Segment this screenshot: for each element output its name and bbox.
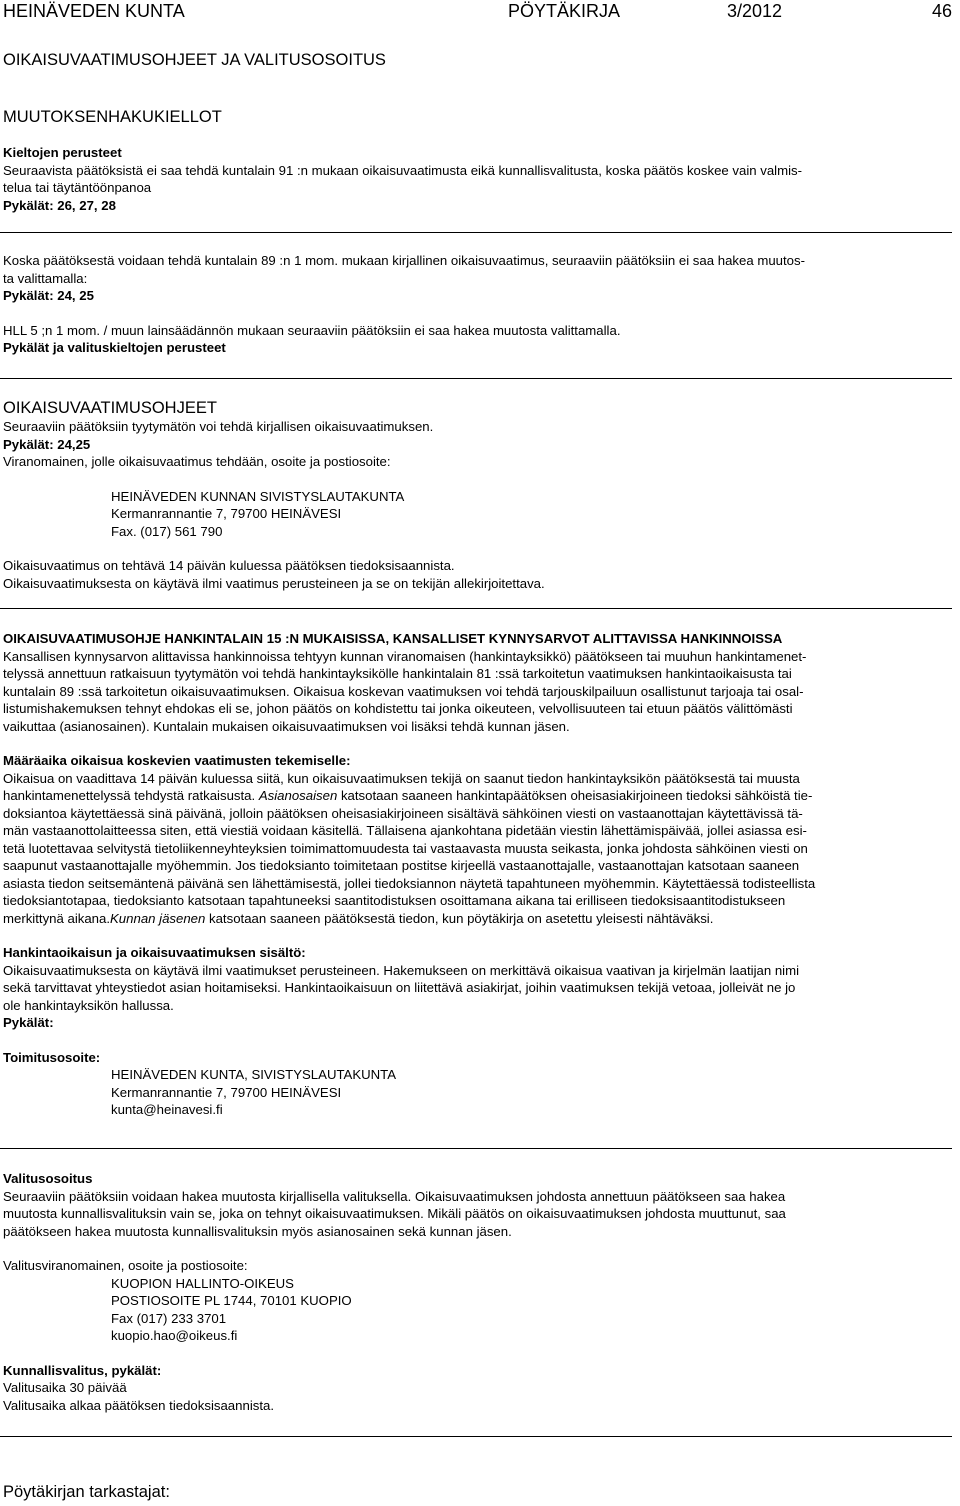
appeal-start: Valitusaika alkaa päätöksen tiedoksisaannista.	[3, 1397, 274, 1413]
delivery-name: HEINÄVEDEN KUNTA, SIVISTYSLAUTAKUNTA	[111, 1067, 397, 1082]
correction-only-sections: Pykälät: 24, 25	[3, 288, 94, 303]
appeal-authority-label: Valitusviranomainen, osoite ja postiosoite:	[3, 1258, 248, 1273]
hll-text: HLL 5 ;n 1 mom. / muun lainsäädännön mukaan seuraaviin päätöksiin ei saa hakea muutosta valittamalla.	[3, 322, 621, 338]
appeal-line: päätökseen hakea muutosta kunnallisvalituksin myös asianosainen sekä kunnan jäsen.	[3, 1223, 512, 1239]
content-line: Oikaisuvaatimuksesta on käytävä ilmi vaatimukset perusteineen. Hakemukseen on merkittävä oikaisua vaativan ja kirjelmän laatijan nimi	[3, 962, 800, 978]
procurement-section	[3, 630, 958, 1119]
correction-only-text-1: Koska päätöksestä voidaan tehdä kuntalain 89 :n 1 mom. mukaan kirjallinen oikaisuvaatimus, seuraaviin päätöksiin ei saa hakea muutos-	[3, 253, 805, 268]
procurement-line: listumishakemuksen tehnyt ehdokas eli se, johon päätös on kohdistettu tai jonka oikeuteen, velvollisuuteen tai etuun päätös välittömästi	[3, 701, 793, 716]
court-name: KUOPION HALLINTO-OIKEUS	[111, 1275, 294, 1291]
procurement-heading: OIKAISUVAATIMUSOHJE HANKINTALAIN 15 :N MUKAISISSA, KANSALLISET KYNNYSARVOT ALITTAVISSA HANKINNOISSA	[3, 631, 783, 646]
divider	[0, 378, 952, 379]
document-type: PÖYTÄKIRJA	[508, 1, 621, 21]
ban-grounds-sections: Pykälät: 26, 27, 28	[3, 197, 116, 213]
deadline-line	[3, 910, 958, 928]
correction-only-section	[3, 252, 958, 357]
ban-grounds-heading: Kieltojen perusteet	[3, 145, 122, 160]
delivery-street: Kermanrannantie 7, 79700 HEINÄVESI	[111, 1084, 342, 1100]
deadline-heading: Määräaika oikaisua koskevien vaatimusten tekemiselle:	[3, 753, 351, 768]
ban-grounds-text-1: Seuraavista päätöksistä ei saa tehdä kuntalain 91 :n mukaan oikaisuvaatimusta eikä kunnallisvalitusta, koska päätös koskee vain valmis-	[3, 162, 803, 178]
content-line: ole hankintayksikön hallussa.	[3, 997, 174, 1013]
procurement-line: telyssä annettuun ratkaisuun tyytymätön voi tehdä hankintayksikölle hankintalain 81 :ssä tarkoitetun vaatimuksen hankintaoikaisusta tai	[3, 666, 792, 681]
appeal-heading: Valitusosoitus	[3, 1171, 93, 1186]
court-fax: Fax (017) 233 3701	[111, 1310, 227, 1326]
deadline-line: saapunut vastaanottajalle myöhemmin. Jos tiedoksianto toimitetaan postitse kirjeellä vastaanottajalle, vastaanottajan katsotaan saaneen	[3, 858, 800, 873]
correction-only-text-2: ta valittamalla:	[3, 270, 88, 286]
divider	[0, 1148, 952, 1149]
signature-text: Oikaisuvaatimuksesta on käytävä ilmi vaatimus perusteineen ja se on tekijän allekirjoitettava.	[3, 575, 545, 591]
deadline-text: Oikaisuvaatimus on tehtävä 14 päivän kuluessa päätöksen tiedoksisaannista.	[3, 558, 455, 573]
municipality-name: HEINÄVEDEN KUNTA	[3, 1, 185, 21]
correction-instructions-section	[3, 398, 958, 592]
correction-instructions-heading: OIKAISUVAATIMUSOHJEET	[3, 399, 217, 417]
divider	[0, 1436, 952, 1437]
appeal-ban-grounds: Pykälät ja valituskieltojen perusteet	[3, 340, 226, 355]
deadline-line: tetä luotettavaa selvitystä tietoliikenneyhteyksien toimimattomuudesta tai vastaavasta muusta seikasta, jonka johdosta sähköinen viesti on	[3, 840, 808, 856]
deadline-line: tiedoksiantotapaa, tiedoksianto katsotaan tapahtuneeksi saantitodistuksen osoittamana aikana tai erilliseen tiedoksisaantitodistukseen	[3, 893, 786, 908]
deadline-line: Oikaisua on vaadittava 14 päivän kuluessa siitä, kun oikaisuvaatimuksen tekijä on saanut tiedon hankintayksikön päätöksestä tai muusta	[3, 770, 800, 786]
content-heading: Hankintaoikaisun ja oikaisuvaatimuksen sisältö:	[3, 945, 306, 960]
correction-instructions-text: Seuraaviin päätöksiin tyytymätön voi tehdä kirjallisen oikaisuvaatimuksen.	[3, 419, 434, 434]
deadline-line: doksiantoa käytettäessä sinä päivänä, jolloin päätöksen oheisasiakirjoineen sisältävä sähköinen viesti on vastaanottajan käytettävissä tä-	[3, 805, 803, 821]
page-number: 46	[932, 1, 953, 21]
authority-street: Kermanrannantie 7, 79700 HEINÄVESI	[111, 506, 342, 521]
procurement-line: Kansallisen kynnysarvon alittavissa hankinnoissa tehtyyn kunnan viranomaisen (hankintayksikkö) päätökseen tai muuhun hankintamenet-	[3, 648, 807, 664]
appeal-time: Valitusaika 30 päivää	[3, 1380, 127, 1395]
divider	[0, 608, 952, 609]
municipal-appeal-heading: Kunnallisvalitus, pykälät:	[3, 1362, 162, 1378]
divider	[0, 232, 952, 233]
deadline-line-part: hankintamenettelyssä tehdystä ratkaisusta.	[3, 788, 259, 803]
deadline-line: män vastaanottolaitteessa siten, että viestiä voidaan käsitellä. Tällaisena ajankohtana pidetään viestin lähettämispäivää, jollei asiassa esi-	[3, 823, 807, 838]
court-postal: POSTIOSOITE PL 1744, 70101 KUOPIO	[111, 1293, 352, 1308]
authority-fax: Fax. (017) 561 790	[111, 523, 223, 539]
deadline-line-part: merkittynä aikana.	[3, 910, 111, 926]
content-sections: Pykälät:	[3, 1015, 54, 1030]
court-email[interactable]: kuopio.hao@oikeus.fi	[111, 1328, 238, 1343]
appeal-bans-section	[3, 107, 958, 214]
delivery-label: Toimitusosoite:	[3, 1049, 101, 1065]
procurement-line: kuntalain 89 :ssä tarkoitetun oikaisuvaatimuksen. Oikaisua koskevan vaatimuksen voi tehdä tarjouskilpailuun osallistunut tarjoaja tai osal-	[3, 683, 804, 699]
ban-grounds-text-2: telua tai täytäntöönpanoa	[3, 180, 152, 195]
content-line: sekä tarvittavat yhteystiedot asian hoitamiseksi. Hankintaoikaisuun on liitettävä asiakirjat, joihin vaatimuksen tekijä vetoaa, jolleivät ne jo	[3, 980, 796, 995]
appeal-bans-heading: MUUTOKSENHAKUKIELLOT	[3, 108, 222, 126]
member-term: Kunnan jäsenen	[110, 910, 206, 926]
meeting-number: 3/2012	[727, 1, 783, 21]
page-title: OIKAISUVAATIMUSOHJEET JA VALITUSOSOITUS	[3, 51, 386, 69]
deadline-line-part: katsotaan saaneen hankintapäätöksen oheisasiakirjoineen tiedoksi sähköistä tie-	[337, 788, 813, 803]
deadline-line-part: katsotaan saaneen päätöksestä tiedon, kun pöytäkirja on asetettu yleisesti nähtäväksi.	[205, 910, 714, 926]
appeal-line: muutosta kunnallisvalituksin vain se, joka on tehnyt oikaisuvaatimuksen. Mikäli päätös on oikaisuvaatimuksen johdosta muuttunut, saa	[3, 1206, 786, 1221]
correction-instructions-sections: Pykälät: 24,25	[3, 436, 91, 452]
authority-name: HEINÄVEDEN KUNNAN SIVISTYSLAUTAKUNTA	[111, 488, 405, 504]
procurement-line: vaikuttaa (asianosainen). Kuntalain mukaisen oikaisuvaatimuksen voi lisäksi tehdä kunnan jäsen.	[3, 718, 570, 734]
party-term: Asianosaisen	[258, 788, 338, 803]
appeal-line: Seuraaviin päätöksiin voidaan hakea muutosta kirjallisella valituksella. Oikaisuvaatimuksen johdosta annettuun päätökseen saa hakea	[3, 1188, 786, 1204]
deadline-line: asiasta tiedon seitsemäntenä päivänä sen lähettämisestä, jollei tiedoksiannon näytetä tapahtuneen myöhemmin. Käytettäessä todisteellista	[3, 875, 816, 891]
deadline-line	[3, 787, 958, 805]
minutes-checkers: Pöytäkirjan tarkastajat:	[3, 1483, 170, 1501]
appeal-section	[3, 1170, 958, 1414]
delivery-email[interactable]: kunta@heinavesi.fi	[111, 1102, 223, 1117]
authority-intro: Viranomainen, jolle oikaisuvaatimus tehdään, osoite ja postiosoite:	[3, 454, 391, 469]
